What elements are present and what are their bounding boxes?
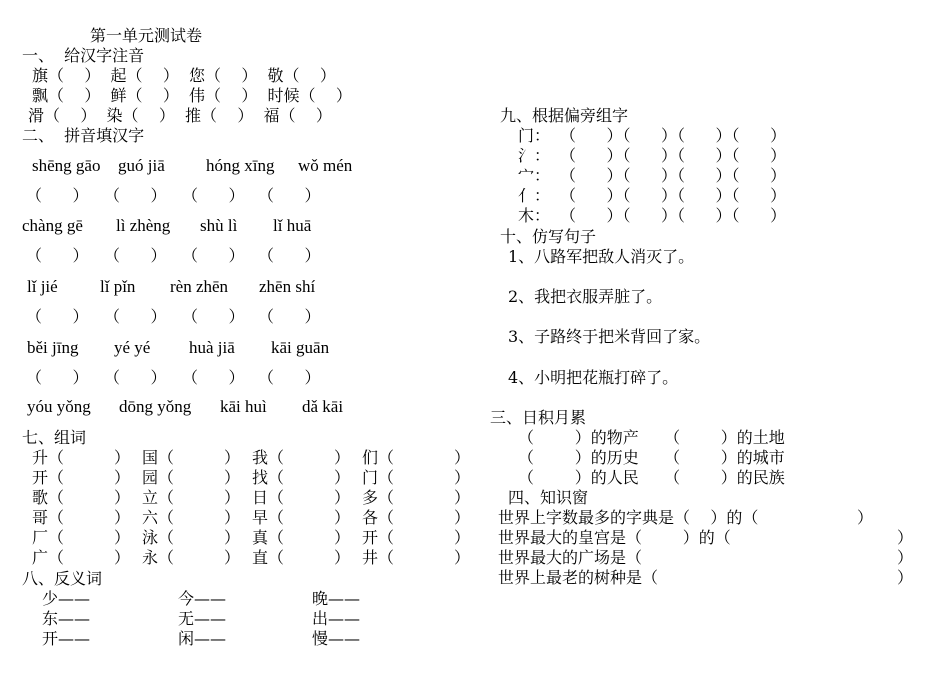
- open-paren: （: [378, 508, 395, 527]
- word-char: 国: [142, 448, 159, 467]
- open-paren: （: [158, 548, 175, 567]
- imitation-sentence: 2、我把衣服弄脏了。: [508, 287, 663, 306]
- open-paren: （: [158, 488, 175, 507]
- radical-label: 氵：: [518, 146, 551, 165]
- section-1-heading: 一、 给汉字注音: [22, 46, 145, 65]
- close-paren: ）: [454, 548, 471, 567]
- antonym-item: 无——: [178, 609, 227, 628]
- word-char: 门: [362, 468, 379, 487]
- answer-blank: （ ）: [182, 186, 245, 205]
- answer-blank: （ ）: [182, 368, 245, 387]
- word-char: 日: [252, 488, 269, 507]
- open-paren: （: [158, 468, 175, 487]
- section-7-heading: 七、组词: [22, 428, 87, 447]
- pinyin-word: dǎ kāi: [302, 397, 344, 416]
- word-char: 厂: [32, 528, 49, 547]
- page-title: 第一单元测试卷: [90, 26, 203, 45]
- section-10-heading: 十、仿写句子: [500, 227, 597, 246]
- section-4-heading: 四、知识窗: [508, 488, 589, 507]
- radical-blanks: （ ）（ ）（ ）（ ）: [560, 186, 787, 205]
- word-char: 直: [252, 548, 269, 567]
- radical-blanks: （ ）（ ）（ ）（ ）: [560, 166, 787, 185]
- knowledge-question: 世界上最老的树种是（: [498, 568, 659, 587]
- antonym-item: 少——: [42, 589, 91, 608]
- pinyin-word: shù lì: [200, 216, 238, 235]
- radical-blanks: （ ）（ ）（ ）（ ）: [560, 206, 787, 225]
- radical-blanks: （ ）（ ）（ ）（ ）: [560, 146, 787, 165]
- pinyin-word: kāi guān: [271, 338, 330, 357]
- imitation-sentence: 3、子路终于把米背回了家。: [508, 327, 711, 346]
- pinyin-word: chàng gē: [22, 216, 83, 235]
- word-char: 永: [142, 548, 159, 567]
- open-paren: （: [48, 448, 65, 467]
- open-paren: （: [378, 548, 395, 567]
- answer-blank: （ ）: [26, 307, 89, 326]
- word-char: 真: [252, 528, 269, 547]
- pinyin-word: běi jīng: [27, 338, 79, 357]
- pinyin-annotation-row: 滑（ ） 染（ ） 推（ ） 福（ ）: [28, 106, 332, 125]
- section-2-heading: 二、 拼音填汉字: [22, 126, 145, 145]
- accumulation-row: （ ）的物产 （ ）的土地: [518, 428, 785, 447]
- close-paren: ）: [114, 468, 131, 487]
- close-paren: ）: [454, 448, 471, 467]
- pinyin-annotation-row: 飘（ ） 鲜（ ） 伟（ ） 时候（ ）: [32, 86, 352, 105]
- pinyin-word: lǐ huā: [273, 216, 312, 235]
- pinyin-word: yé yé: [114, 338, 151, 357]
- antonym-item: 今——: [178, 589, 227, 608]
- close-paren: ）: [454, 528, 471, 547]
- open-paren: （: [378, 468, 395, 487]
- imitation-sentence: 4、小明把花瓶打碎了。: [508, 368, 679, 387]
- knowledge-question: 世界最大的皇宫是（ ）的（: [498, 528, 731, 547]
- pinyin-word: shēng gāo: [32, 156, 101, 175]
- answer-blank: （ ）: [104, 307, 167, 326]
- word-char: 歌: [32, 488, 49, 507]
- radical-blanks: （ ）（ ）（ ）（ ）: [560, 126, 787, 145]
- answer-blank: （ ）: [104, 368, 167, 387]
- close-paren: ）: [114, 488, 131, 507]
- answer-blank: （ ）: [104, 186, 167, 205]
- answer-blank: （ ）: [26, 186, 89, 205]
- word-char: 立: [142, 488, 159, 507]
- word-char: 开: [362, 528, 379, 547]
- open-paren: （: [48, 548, 65, 567]
- answer-blank: （ ）: [26, 246, 89, 265]
- open-paren: （: [378, 488, 395, 507]
- pinyin-word: kāi huì: [220, 397, 267, 416]
- radical-label: 宀：: [518, 166, 551, 185]
- open-paren: （: [378, 528, 395, 547]
- close-paren: ）: [114, 508, 131, 527]
- open-paren: （: [268, 508, 285, 527]
- close-paren: ）: [224, 548, 241, 567]
- answer-blank: （ ）: [182, 307, 245, 326]
- radical-label: 门：: [518, 126, 551, 145]
- pinyin-word: guó jiā: [118, 156, 165, 175]
- accumulation-row: （ ）的人民 （ ）的民族: [518, 468, 785, 487]
- answer-blank: （ ）: [182, 246, 245, 265]
- pinyin-word: lǐ jié: [27, 277, 58, 296]
- knowledge-question: 世界最大的广场是（: [498, 548, 643, 567]
- pinyin-word: lì zhèng: [116, 216, 171, 235]
- close-paren: ）: [224, 508, 241, 527]
- open-paren: （: [48, 528, 65, 547]
- close-paren: ）: [454, 508, 471, 527]
- pinyin-word: zhēn shí: [259, 277, 316, 296]
- antonym-item: 晚——: [312, 589, 361, 608]
- open-paren: （: [268, 488, 285, 507]
- word-char: 泳: [142, 528, 159, 547]
- answer-blank: （ ）: [258, 307, 321, 326]
- open-paren: （: [158, 528, 175, 547]
- knowledge-question: 世界上字数最多的字典是（ ）的（: [498, 508, 759, 527]
- close-paren: ）: [334, 448, 351, 467]
- pinyin-word: dōng yǒng: [119, 397, 192, 416]
- word-char: 我: [252, 448, 269, 467]
- close-paren: ）: [224, 448, 241, 467]
- knowledge-close-paren: ）: [897, 528, 914, 547]
- close-paren: ）: [454, 488, 471, 507]
- close-paren: ）: [334, 548, 351, 567]
- open-paren: （: [48, 488, 65, 507]
- word-char: 六: [142, 508, 159, 527]
- close-paren: ）: [224, 468, 241, 487]
- word-char: 园: [142, 468, 159, 487]
- pinyin-word: wǒ mén: [298, 156, 353, 175]
- open-paren: （: [158, 508, 175, 527]
- knowledge-close-paren: ）: [897, 568, 914, 587]
- close-paren: ）: [114, 528, 131, 547]
- antonym-item: 开——: [42, 629, 91, 648]
- close-paren: ）: [334, 528, 351, 547]
- radical-label: 亻：: [518, 186, 551, 205]
- antonym-item: 闲——: [178, 629, 227, 648]
- word-char: 早: [252, 508, 269, 527]
- open-paren: （: [158, 448, 175, 467]
- pinyin-word: huà jiā: [189, 338, 235, 357]
- open-paren: （: [48, 468, 65, 487]
- word-char: 广: [32, 548, 49, 567]
- word-char: 们: [362, 448, 379, 467]
- knowledge-close-paren: ）: [897, 548, 914, 567]
- word-char: 哥: [32, 508, 49, 527]
- answer-blank: （ ）: [258, 368, 321, 387]
- open-paren: （: [268, 468, 285, 487]
- word-char: 各: [362, 508, 379, 527]
- accumulation-row: （ ）的历史 （ ）的城市: [518, 448, 785, 467]
- word-char: 多: [362, 488, 379, 507]
- close-paren: ）: [224, 528, 241, 547]
- word-char: 井: [362, 548, 379, 567]
- antonym-item: 出——: [312, 609, 361, 628]
- pinyin-word: lǐ pǐn: [100, 277, 136, 296]
- word-char: 升: [32, 448, 49, 467]
- answer-blank: （ ）: [258, 186, 321, 205]
- close-paren: ）: [334, 468, 351, 487]
- answer-blank: （ ）: [26, 368, 89, 387]
- answer-blank: （ ）: [104, 246, 167, 265]
- section-9-heading: 九、根据偏旁组字: [500, 106, 629, 125]
- close-paren: ）: [334, 488, 351, 507]
- close-paren: ）: [114, 448, 131, 467]
- close-paren: ）: [454, 468, 471, 487]
- pinyin-annotation-row: 旗（ ） 起（ ） 您（ ） 敬（ ）: [32, 66, 336, 85]
- answer-blank: （ ）: [258, 246, 321, 265]
- section-3-heading: 三、日积月累: [490, 408, 587, 427]
- open-paren: （: [378, 448, 395, 467]
- close-paren: ）: [334, 508, 351, 527]
- close-paren: ）: [224, 488, 241, 507]
- antonym-item: 慢——: [312, 629, 361, 648]
- imitation-sentence: 1、八路军把敌人消灭了。: [508, 247, 695, 266]
- pinyin-word: rèn zhēn: [170, 277, 229, 296]
- knowledge-close-paren: ）: [857, 508, 874, 527]
- open-paren: （: [268, 548, 285, 567]
- open-paren: （: [268, 448, 285, 467]
- radical-label: 木：: [518, 206, 551, 225]
- open-paren: （: [268, 528, 285, 547]
- open-paren: （: [48, 508, 65, 527]
- antonym-item: 东——: [42, 609, 91, 628]
- pinyin-word: yóu yǒng: [27, 397, 91, 416]
- pinyin-word: hóng xīng: [206, 156, 275, 175]
- section-8-heading: 八、反义词: [22, 569, 103, 588]
- word-char: 找: [252, 468, 269, 487]
- close-paren: ）: [114, 548, 131, 567]
- word-char: 开: [32, 468, 49, 487]
